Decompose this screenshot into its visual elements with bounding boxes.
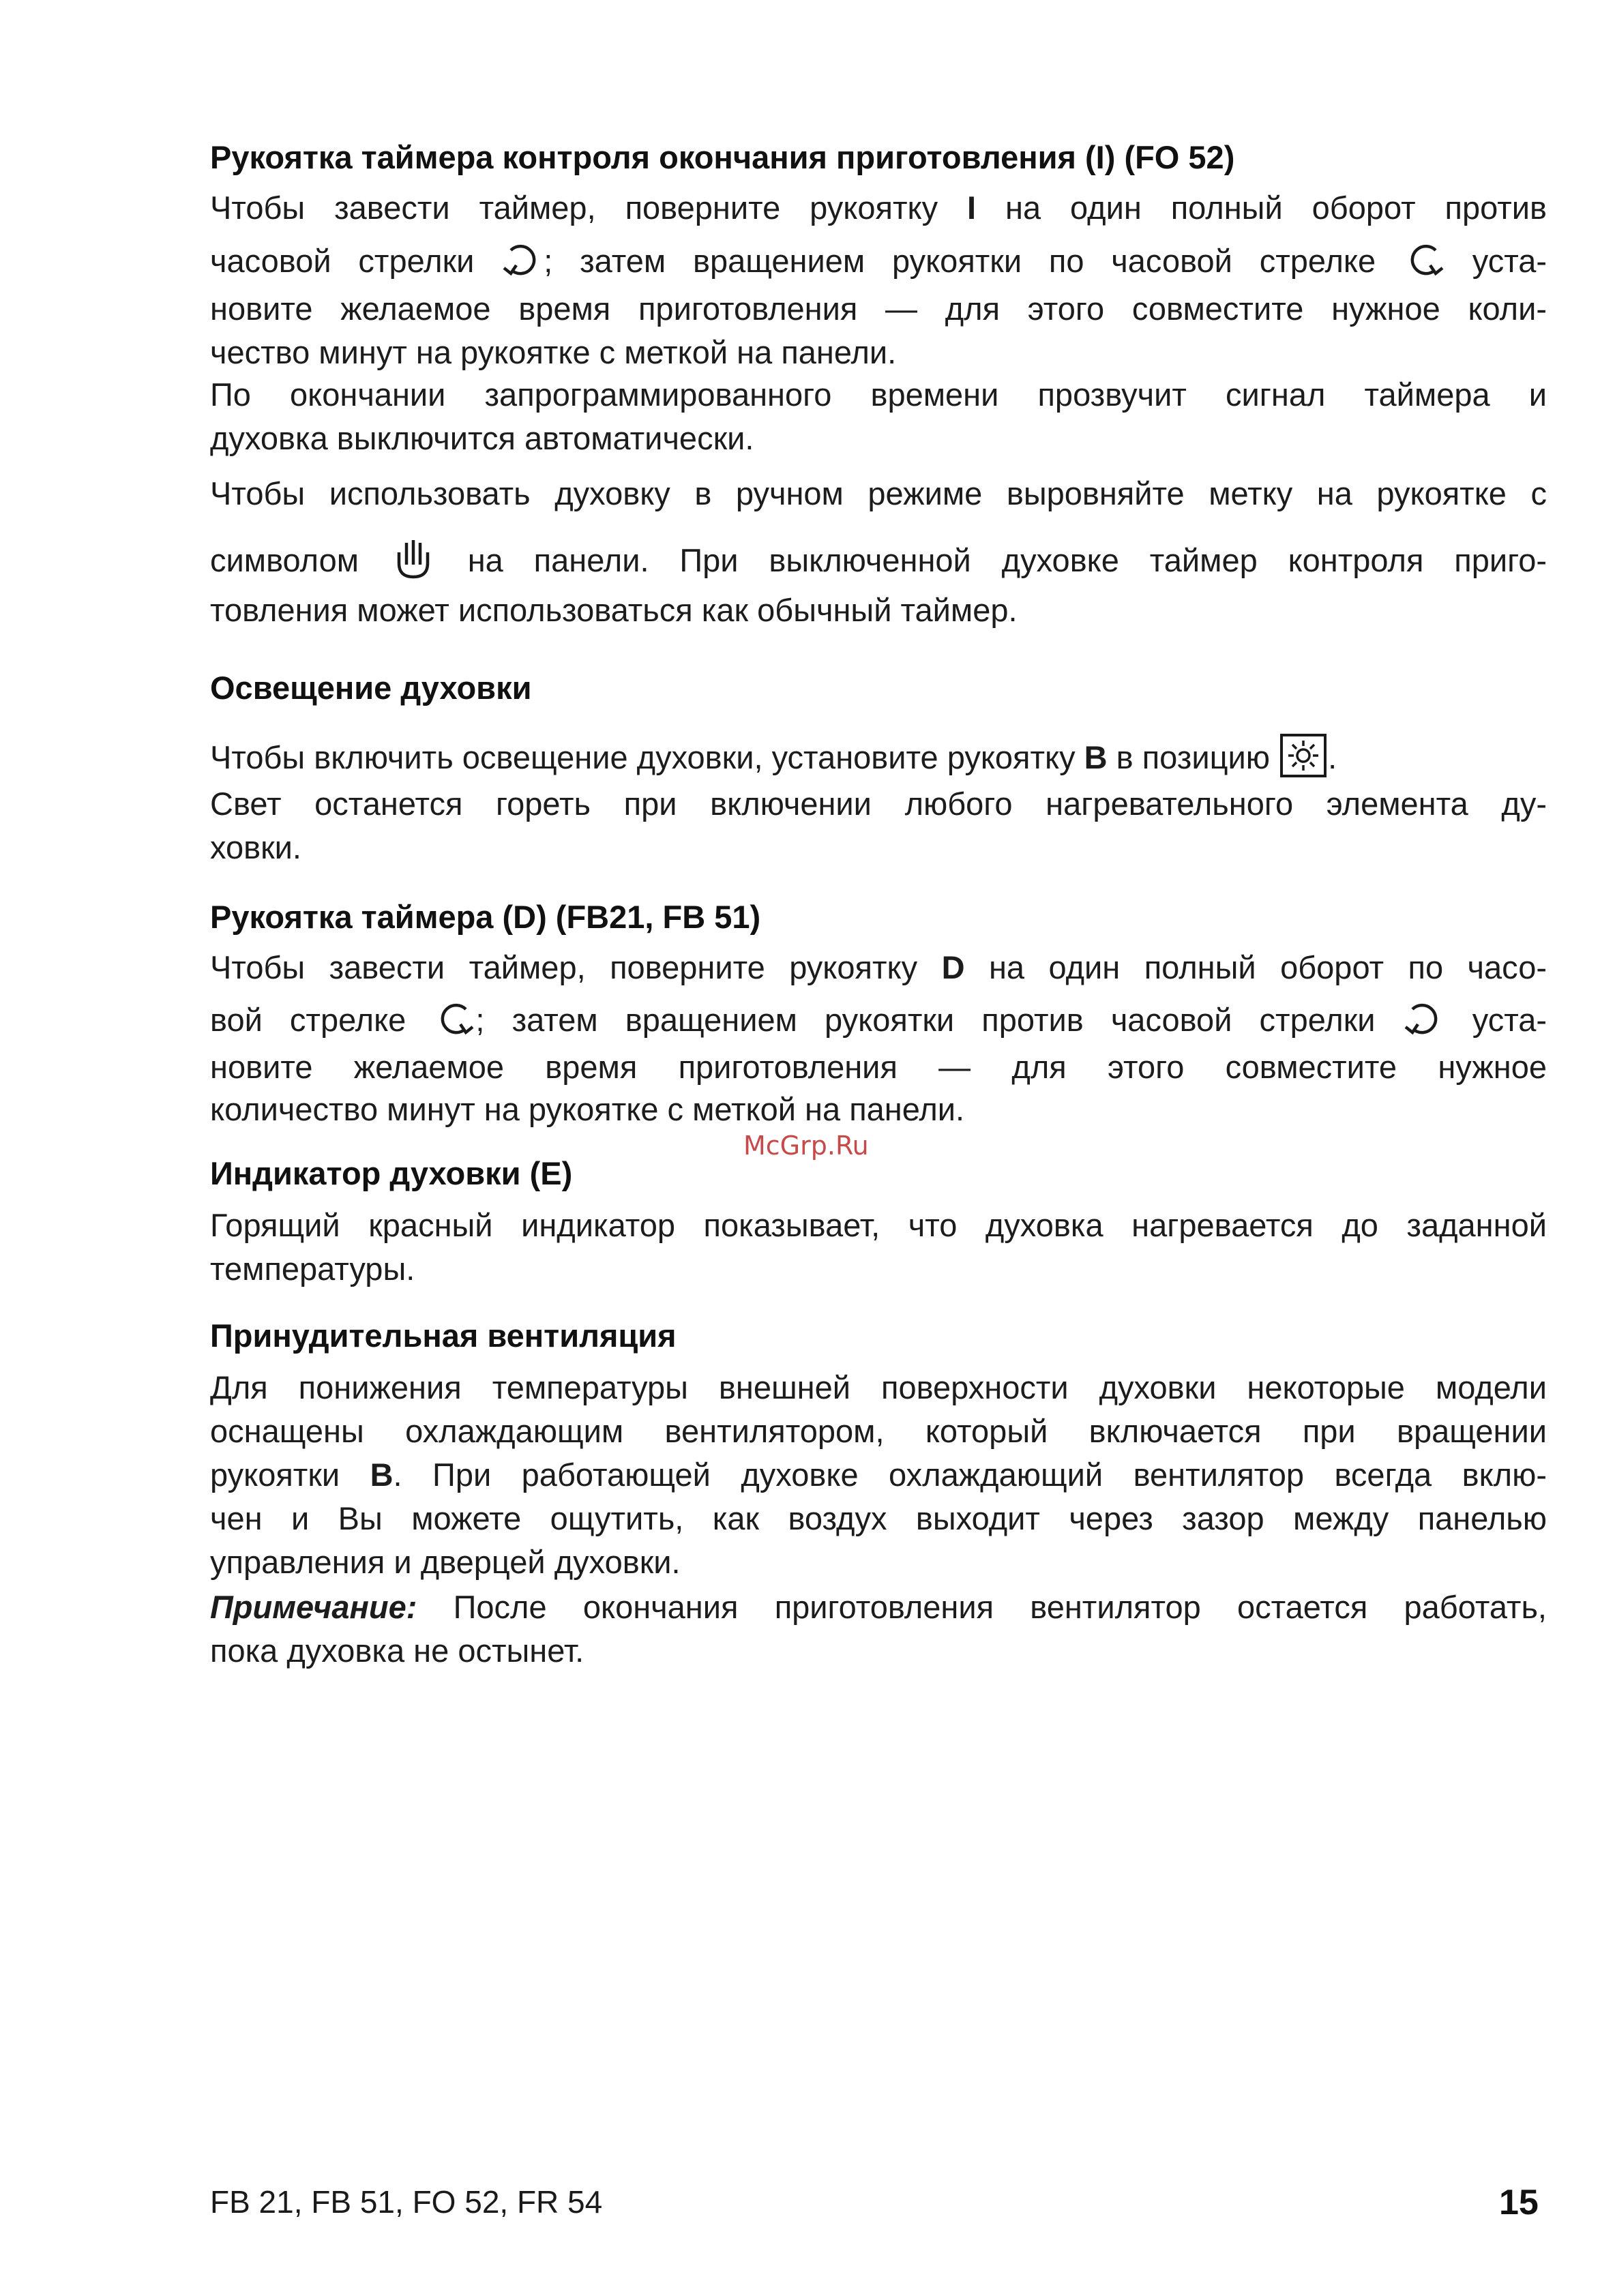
watermark: McGrp.Ru <box>743 1131 869 1161</box>
section-heading-ventilation: Принудительная вентиляция <box>210 1317 677 1354</box>
paragraph-line: Чтобы включить освещение духовки, установите рукоятку B в позицию . <box>210 732 1547 788</box>
paragraph-line: товления может использоваться как обычный таймер. <box>210 592 1018 628</box>
paragraph-line: чен и Вы можете ощутить, как воздух выходит через зазор между панелью <box>210 1500 1547 1536</box>
paragraph-line: По окончании запрограммированного времени прозвучит сигнал таймера и <box>210 376 1547 413</box>
oven-lamp-icon <box>1279 732 1328 788</box>
paragraph-line: Чтобы завести таймер, поверните рукоятку I на один полный оборот против <box>210 190 1547 226</box>
paragraph-line: оснащены охлаждающим вентилятором, который включается при вращении <box>210 1413 1547 1449</box>
paragraph-line: ховки. <box>210 829 301 865</box>
paragraph-line: часовой стрелки ; затем вращением рукоятки по часовой стрелке уста- <box>210 241 1547 286</box>
manual-hand-icon <box>389 536 437 590</box>
note-label: Примечание: <box>210 1589 417 1625</box>
paragraph-line: температуры. <box>210 1251 415 1287</box>
paragraph-line: новите желаемое время приготовления — для этого совместите нужное <box>210 1049 1547 1085</box>
paragraph-line: Чтобы использовать духовку в ручном режиме выровняйте метку на рукоятке с <box>210 475 1547 511</box>
section-heading-timer-d: Рукоятка таймера (D) (FB21, FB 51) <box>210 899 761 935</box>
footer-model-list: FB 21, FB 51, FO 52, FR 54 <box>210 2184 603 2220</box>
paragraph-line: количество минут на рукоятке с меткой на панели. <box>210 1091 965 1127</box>
paragraph-line: рукоятки B. При работающей духовке охлаждающий вентилятор всегда вклю- <box>210 1457 1547 1493</box>
clockwise-arrow-icon <box>433 1000 475 1045</box>
paragraph-line: символом на панели. При выключенной духовке таймер контроля приго- <box>210 536 1547 590</box>
paragraph-line: Свет останется гореть при включении любого нагревательного элемента ду- <box>210 786 1547 822</box>
paragraph-line: Горящий красный индикатор показывает, что духовка нагревается до заданной <box>210 1207 1547 1243</box>
paragraph-line: Для понижения температуры внешней поверхности духовки некоторые модели <box>210 1369 1547 1405</box>
note-line: пока духовка не остынет. <box>210 1632 584 1669</box>
counterclockwise-arrow-icon <box>1403 1000 1445 1045</box>
section-heading-oven-light: Освещение духовки <box>210 670 532 706</box>
section-heading-oven-indicator: Индикатор духовки (E) <box>210 1155 573 1191</box>
paragraph-line: духовка выключится автоматически. <box>210 420 754 456</box>
counterclockwise-arrow-icon <box>501 241 544 286</box>
page-number: 15 <box>1499 2183 1539 2222</box>
clockwise-arrow-icon <box>1403 241 1445 286</box>
paragraph-line: Чтобы завести таймер, поверните рукоятку D на один полный оборот по часо- <box>210 949 1547 985</box>
paragraph-line: управления и дверцей духовки. <box>210 1544 681 1580</box>
paragraph-line: новите желаемое время приготовления — для этого совместите нужное коли- <box>210 290 1547 327</box>
paragraph-line: чество минут на рукоятке с меткой на панели. <box>210 334 897 370</box>
paragraph-line: вой стрелке ; затем вращением рукоятки против часовой стрелки уста- <box>210 1000 1547 1045</box>
section-heading-timer-end: Рукоятка таймера контроля окончания приготовления (I) (FO 52) <box>210 139 1235 175</box>
note-line: Примечание: После окончания приготовления вентилятор остается работать, <box>210 1589 1547 1625</box>
